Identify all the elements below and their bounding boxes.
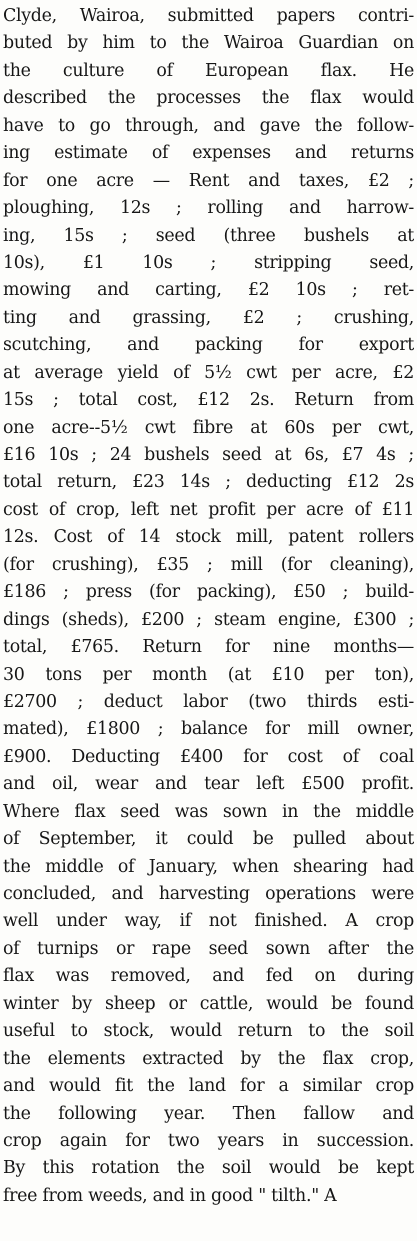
text-line: 10s), £1 10s ; stripping seed, [3, 252, 414, 273]
text-line: for one acre — Rent and taxes, £2 ; [3, 170, 414, 191]
text-line: dings (sheds), £200 ; steam engine, £300 ; [3, 609, 414, 630]
text-line: scutching, and packing for export [3, 335, 414, 356]
text-line: 30 tons per month (at £10 per ton), [3, 664, 414, 685]
text-line: free from weeds, and in good " tilth." A [3, 1185, 337, 1206]
text-line: ting and grassing, £2 ; crushing, [3, 307, 414, 328]
text-line: mowing and carting, £2 10s ; ret- [3, 280, 414, 301]
text-line: the middle of January, when shearing had [3, 856, 414, 877]
text-line: flax was removed, and fed on during [3, 966, 414, 987]
text-line: ing estimate of expenses and returns [3, 143, 414, 164]
text-line: total return, £23 14s ; deducting £12 2s [3, 472, 414, 493]
text-line: £2700 ; deduct labor (two thirds esti- [3, 691, 414, 712]
text-line: mated), £1800 ; balance for mill owner, [3, 719, 414, 740]
text-line: 12s. Cost of 14 stock mill, patent rollers [3, 527, 414, 548]
text-line: well under way, if not finished. A crop [3, 911, 414, 932]
text-line: total, £765. Return for nine months— [3, 637, 414, 658]
text-line: at average yield of 5½ cwt per acre, £2 [3, 362, 414, 383]
text-line: 15s ; total cost, £12 2s. Return from [3, 390, 414, 411]
text-line: £16 10s ; 24 bushels seed at 6s, £7 4s ; [3, 445, 414, 465]
text-line: winter by sheep or cattle, would be found [3, 993, 414, 1014]
text-line: buted by him to the Wairoa Guardian on [3, 33, 414, 54]
text-line: the following year. Then fallow and [3, 1103, 414, 1124]
text-line: (for crushing), £35 ; mill (for cleaning), [3, 554, 414, 575]
text-line: £186 ; press (for packing), £50 ; build- [3, 582, 414, 603]
text-line: described the processes the flax would [3, 88, 414, 109]
text-line: concluded, and harvesting operations were [3, 884, 414, 904]
text-line: ing, 15s ; seed (three bushels at [3, 225, 414, 246]
text-line: of September, it could be pulled about [3, 829, 414, 850]
text-line: cost of crop, left net profit per acre of £11 [3, 499, 414, 520]
text-line: and would fit the land for a similar crop [3, 1076, 414, 1097]
text-line: have to go through, and gave the follow- [3, 115, 414, 136]
text-line: ploughing, 12s ; rolling and harrow- [3, 198, 414, 219]
text-line: and oil, wear and tear left £500 profit. [3, 774, 414, 795]
text-line: of turnips or rape seed sown after the [3, 938, 414, 959]
text-line: Clyde, Wairoa, submitted papers contri- [3, 6, 414, 26]
text-line: £900. Deducting £400 for cost of coal [3, 746, 414, 767]
text-line: By this rotation the soil would be kept [3, 1158, 414, 1179]
text-line: the elements extracted by the flax crop, [3, 1048, 414, 1069]
text-line: useful to stock, would return to the soil [3, 1021, 414, 1042]
text-line: one acre--5½ cwt fibre at 60s per cwt, [3, 417, 414, 438]
article-column [3, 3, 414, 1210]
text-line: crop again for two years in succession. [3, 1130, 414, 1151]
text-line: the culture of European flax. He [3, 60, 414, 81]
text-line: Where flax seed was sown in the middle [3, 801, 414, 822]
